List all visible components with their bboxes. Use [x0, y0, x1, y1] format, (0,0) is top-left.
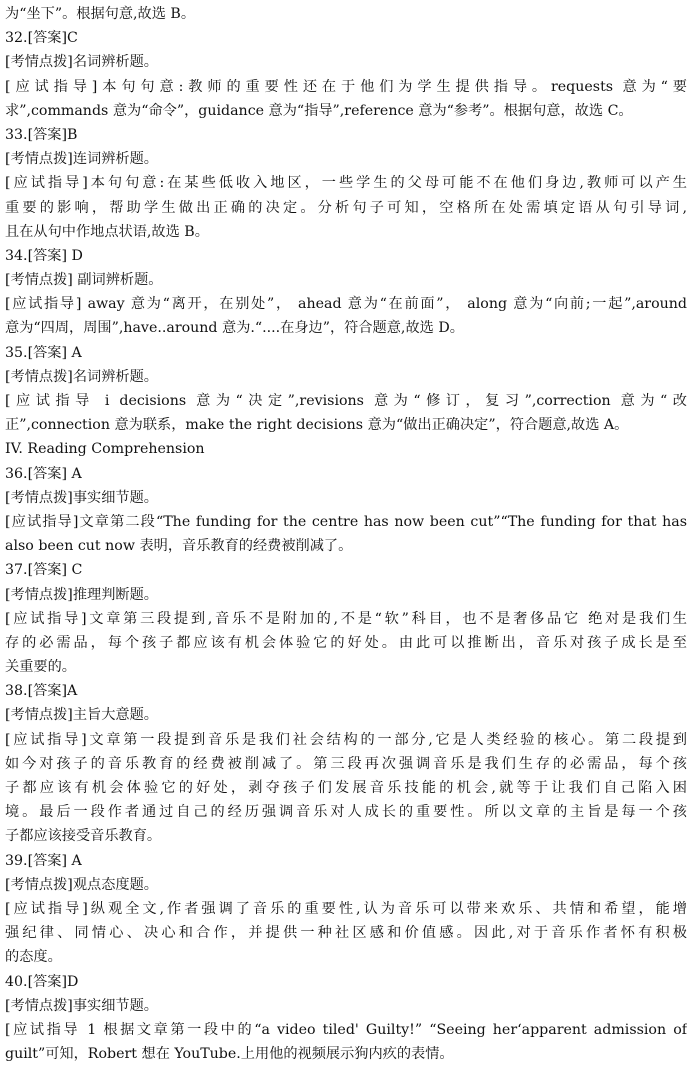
explanation-line: [应试指导 i decisions 意为“决定”,revisions 意为“修订，复习”,correction 意为“改 [5, 393, 687, 409]
explanation-line: guilt”可知，Robert 想在 YouTube.上用他的视频展示狗内疚的表情。 [5, 1046, 454, 1063]
explanation-line: [应试指导 1 根据文章第一段中的“a video tiled' Guilty!” “Seeing her‘apparent admission of [5, 1021, 687, 1038]
question-type-line: [考情点拨] 副词辨析题。 [5, 272, 163, 289]
explanation-line: 且在从句中作地点状语,故选 B。 [5, 223, 209, 240]
text-line: 为“坐下”。根据句意,故选 B。 [5, 6, 196, 22]
explanation-line: 子都应该有机会体验它的好处，剥夺孩子们发展音乐技能的机会,就等于让我们自己陷入困 [5, 780, 687, 796]
answer-heading: 34.[答案] D [5, 247, 83, 264]
question-type-line: [考情点拨]名词辨析题。 [5, 368, 158, 385]
question-type-line: [考情点拨]观点态度题。 [5, 876, 158, 893]
explanation-line: 意为“四周，周围”,have..around 意为.“....在身边”，符合题意,故选 D。 [5, 320, 464, 337]
explanation-line: [应试指导]文章第三段提到,音乐不是附加的,不是“软”科目，也不是奢侈品它 绝对是我们生 [5, 610, 687, 627]
explanation-line: 存的必需品，每个孩子都应该有机会体验它的好处。由此可以推断出，音乐对孩子成长是至 [5, 634, 687, 651]
explanation-line: [应试指导] away 意为“离开，在别处”， ahead 意为“在前面”， along 意为“向前;一起”,around [5, 296, 687, 313]
question-type-line: [考情点拨]推理判断题。 [5, 586, 158, 603]
explanation-line: 正”,connection 意为联系，make the right decisions 意为“做出正确决定”，符合题意,故选 A。 [5, 417, 629, 434]
explanation-line: 强纪律、同情心、决心和合作，并提供一种社区感和价值感。因此,对于音乐作者怀有积极 [5, 925, 687, 942]
explanation-line: [应试指导]本句句意:在某些低收入地区，一些学生的父母可能不在他们身边,教师可以产生 [5, 175, 687, 192]
explanation-line: 如今对孩子的音乐教育的经费被削减了。第三段再次强调音乐是我们生存的必需品，每个孩 [5, 755, 687, 772]
explanation-line: 求”,commands 意为“命令”，guidance 意为“指导”,reference 意为“参考”。根据句意，故选 C。 [5, 102, 633, 119]
explanation-line: also been cut now 表明，音乐教育的经费被削减了。 [5, 538, 353, 555]
question-type-line: [考情点拨]连词辨析题。 [5, 151, 158, 168]
answer-heading: 40.[答案]D [5, 973, 79, 990]
answer-heading: 38.[答案]A [5, 683, 78, 700]
answer-heading: 36.[答案] A [5, 465, 82, 482]
section-heading: IV. Reading Comprehension [5, 441, 205, 458]
explanation-line: [应试指导]文章第二段“The funding for the centre has now been cut”“The funding for that has [5, 513, 687, 530]
explanation-line: [应试指导]纵观全文,作者强调了音乐的重要性,认为音乐可以带来欢乐、共情和希望，能增 [5, 900, 687, 917]
answer-heading: 35.[答案] A [5, 344, 82, 361]
answer-heading: 32.[答案]C [5, 30, 78, 47]
answer-heading: 33.[答案]B [5, 126, 78, 143]
answer-heading: 37.[答案] C [5, 562, 83, 579]
explanation-line: [应试指导]文章第一段提到音乐是我们社会结构的一部分,它是人类经验的核心。第二段提到 [5, 731, 687, 748]
explanation-line: 关重要的。 [5, 659, 76, 676]
question-type-line: [考情点拨]主旨大意题。 [5, 707, 158, 724]
question-type-line: [考情点拨]名词辨析题。 [5, 54, 158, 71]
explanation-line: 境。最后一段作者通过自己的经历强调音乐对人成长的重要性。所以文章的主旨是每一个孩 [5, 804, 687, 821]
question-type-line: [考情点拨]事实细节题。 [5, 997, 158, 1014]
question-type-line: [考情点拨]事实细节题。 [5, 489, 158, 506]
explanation-line: 子都应该接受音乐教育。 [5, 828, 162, 845]
answer-heading: 39.[答案] A [5, 852, 82, 869]
explanation-line: 的态度。 [5, 949, 62, 966]
explanation-line: [应试指导]本句句意:教师的重要性还在于他们为学生提供指导。requests 意为“要 [5, 78, 687, 95]
explanation-line: 重要的影响，帮助学生做出正确的决定。分析句子可知，空格所在处需填定语从句引导词, [5, 199, 687, 216]
